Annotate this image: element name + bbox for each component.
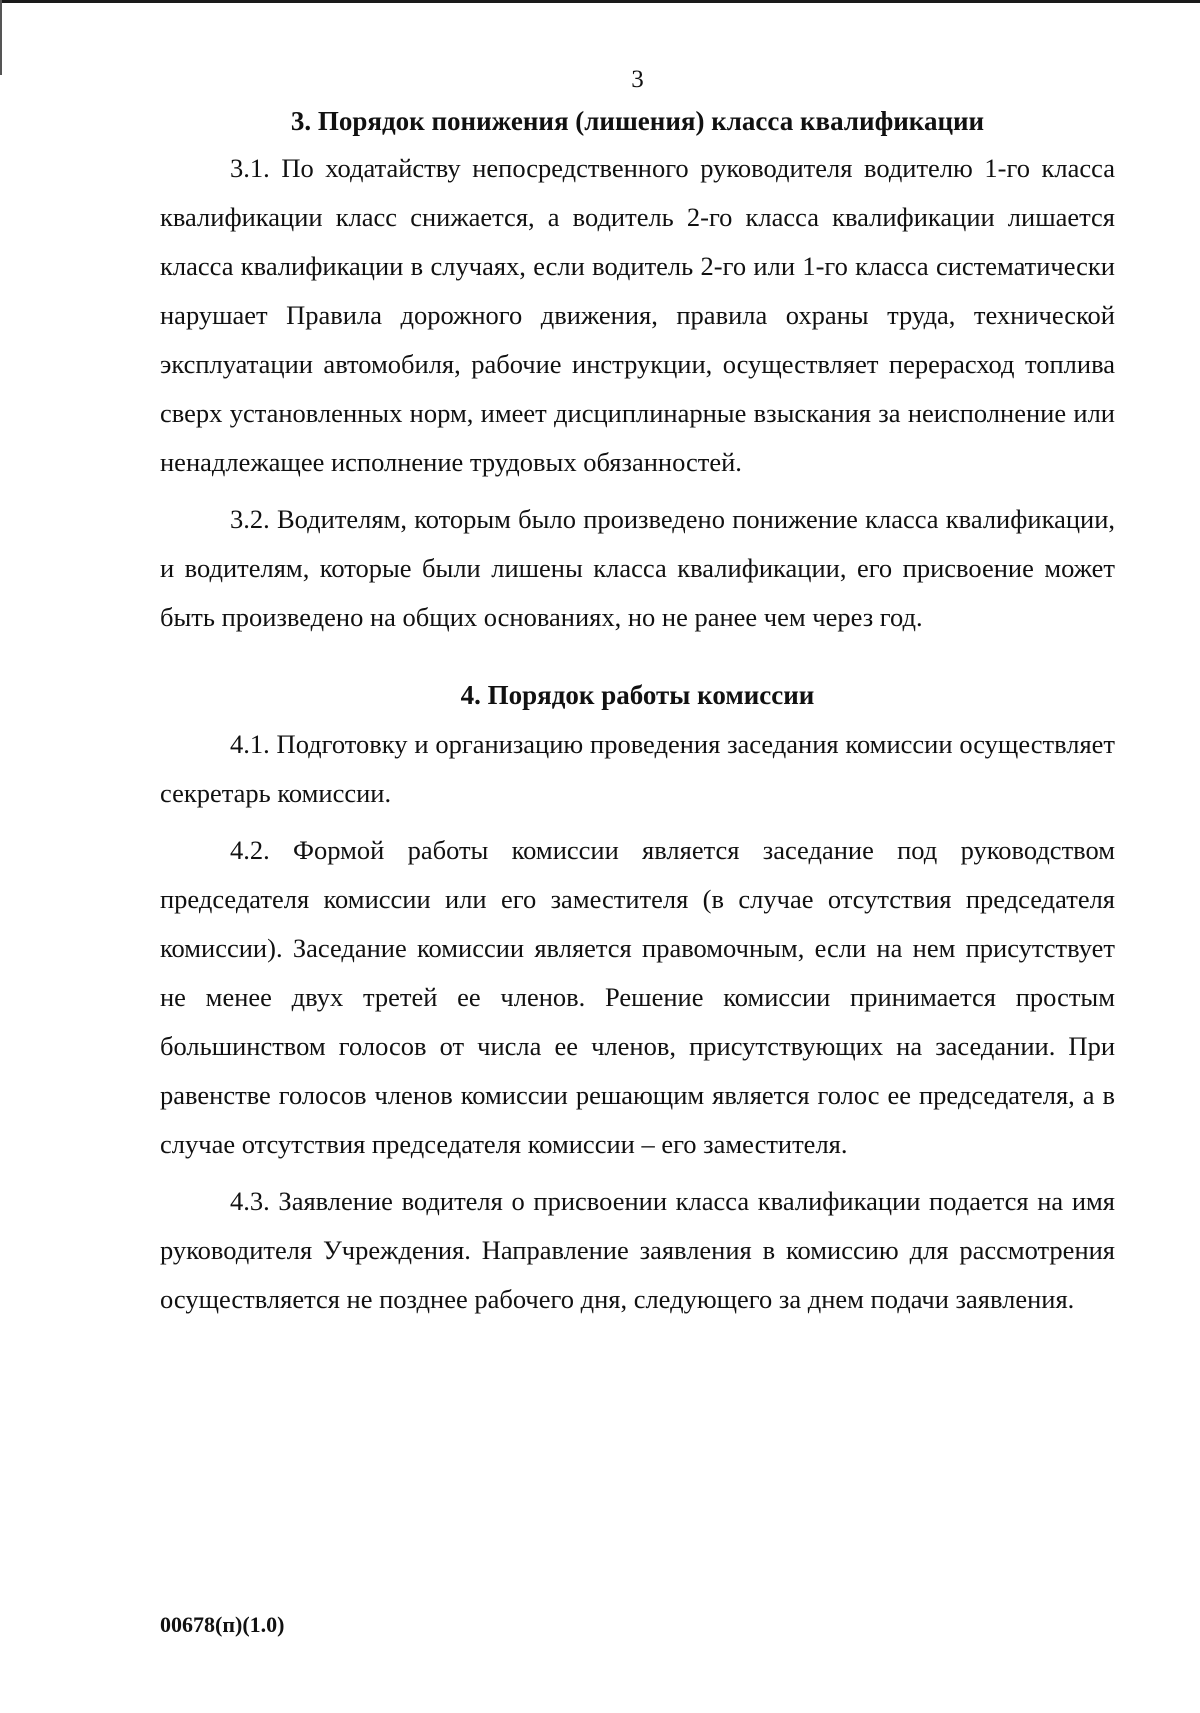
paragraph-4-3: 4.3. Заявление водителя о присвоении класса квалификации подается на имя руководителя Учреждения. Направление заявления в комиссию для рассмотрения осуществляется не позднее рабочего дня, следующего за днем подачи заявления. [160, 1186, 1115, 1314]
paragraph-4-1: 4.1. Подготовку и организацию проведения заседания комиссии осуществляет секретарь комиссии. [160, 729, 1115, 808]
scan-edge-top [0, 0, 1200, 3]
scan-edge-left [0, 0, 2, 75]
document-page [160, 60, 1115, 1332]
paragraph-4-2: 4.2. Формой работы комиссии является заседание под руководством председателя комиссии или его заместителя (в случае отсутствия председателя комиссии). Заседание комиссии является правомочным, если на нем присутствует не менее двух третей ее членов. Решение комиссии принимается простым большинством голосов от числа ее членов, присутствующих на заседании. При равенстве голосов членов комиссии решающим является голос ее председателя, а в случае отсутствия председателя комиссии – его заместителя. [160, 835, 1115, 1159]
paragraph-3-1: 3.1. По ходатайству непосредственного руководителя водителю 1-го класса квалификации класс снижается, а водитель 2-го класса квалификации лишается класса квалификации в случаях, если водитель 2-го или 1-го класса систематически нарушает Правила дорожного движения, правила охраны труда, технической эксплуатации автомобиля, рабочие инструкции, осуществляет перерасход топлива сверх установленных норм, имеет дисциплинарные взыскания за неисполнение или ненадлежащее исполнение трудовых обязанностей. [160, 153, 1115, 477]
paragraph-3-2: 3.2. Водителям, которым было произведено понижение класса квалификации, и водителям, которые были лишены класса квалификации, его присвоение может быть произведено на общих основаниях, но не ранее чем через год. [160, 504, 1115, 632]
section-4-title: 4. Порядок работы комиссии [460, 680, 815, 710]
section-3-title: 3. Порядок понижения (лишения) класса квалификации [290, 106, 985, 136]
page-number: 3 [631, 66, 644, 93]
document-code: 00678(п)(1.0) [160, 1612, 285, 1637]
